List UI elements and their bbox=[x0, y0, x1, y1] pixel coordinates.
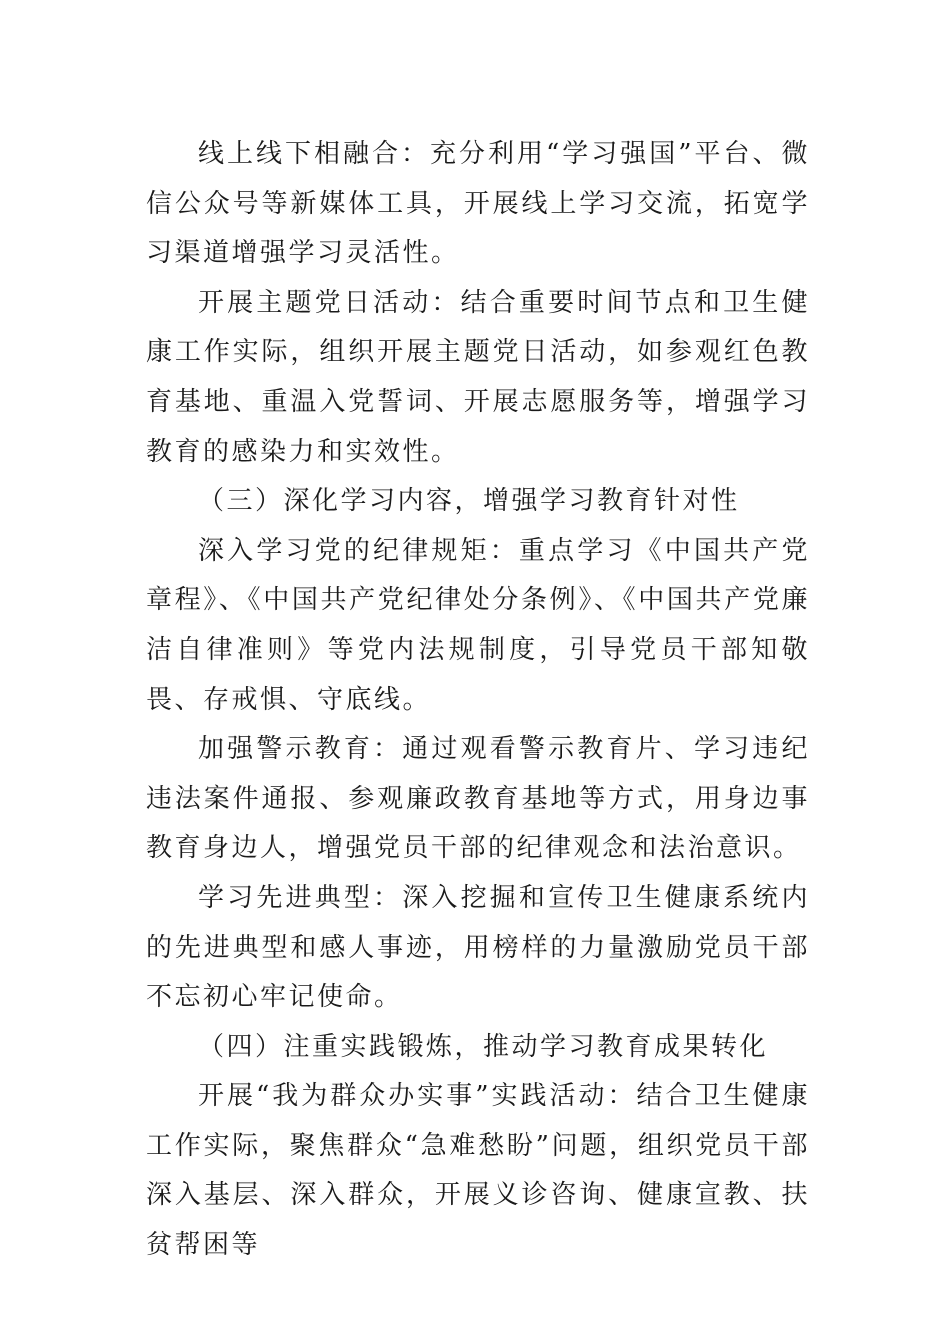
paragraph-theme-party-day: 开展主题党日活动：结合重要时间节点和卫生健康工作实际，组织开展主题党日活动，如参观红色教育基地、重温入党誓词、开展志愿服务等，增强学习教育的感染力和实效性。 bbox=[146, 287, 810, 467]
paragraph-warning-education: 加强警示教育：通过观看警示教育片、学习违纪违法案件通报、参观廉政教育基地等方式，用身边事教育身边人，增强党员干部的纪律观念和法治意识。 bbox=[146, 734, 810, 864]
paragraph-party-discipline: 深入学习党的纪律规矩：重点学习《中国共产党章程》、《中国共产党纪律处分条例》、《中国共产党廉洁自律准则》等党内法规制度，引导党员干部知敬畏、存戒惧、守底线。 bbox=[146, 535, 810, 715]
paragraph-practical-activities: 开展“我为群众办实事”实践活动：结合卫生健康工作实际，聚焦群众“急难愁盼”问题，组织党员干部深入基层、深入群众，开展义诊咨询、健康宣教、扶贫帮困等 bbox=[146, 1081, 810, 1261]
document-body bbox=[146, 130, 810, 1271]
paragraph-advanced-models: 学习先进典型：深入挖掘和宣传卫生健康系统内的先进典型和感人事迹，用榜样的力量激励党员干部不忘初心牢记使命。 bbox=[146, 882, 810, 1013]
section-heading-4: （四）注重实践锻炼，推动学习教育成果转化 bbox=[198, 1031, 769, 1062]
paragraph-online-offline: 线上线下相融合：充分利用“学习强国”平台、微信公众号等新媒体工具，开展线上学习交流，拓宽学习渠道增强学习灵活性。 bbox=[146, 139, 810, 269]
section-heading-3: （三）深化学习内容，增强学习教育针对性 bbox=[198, 486, 740, 517]
